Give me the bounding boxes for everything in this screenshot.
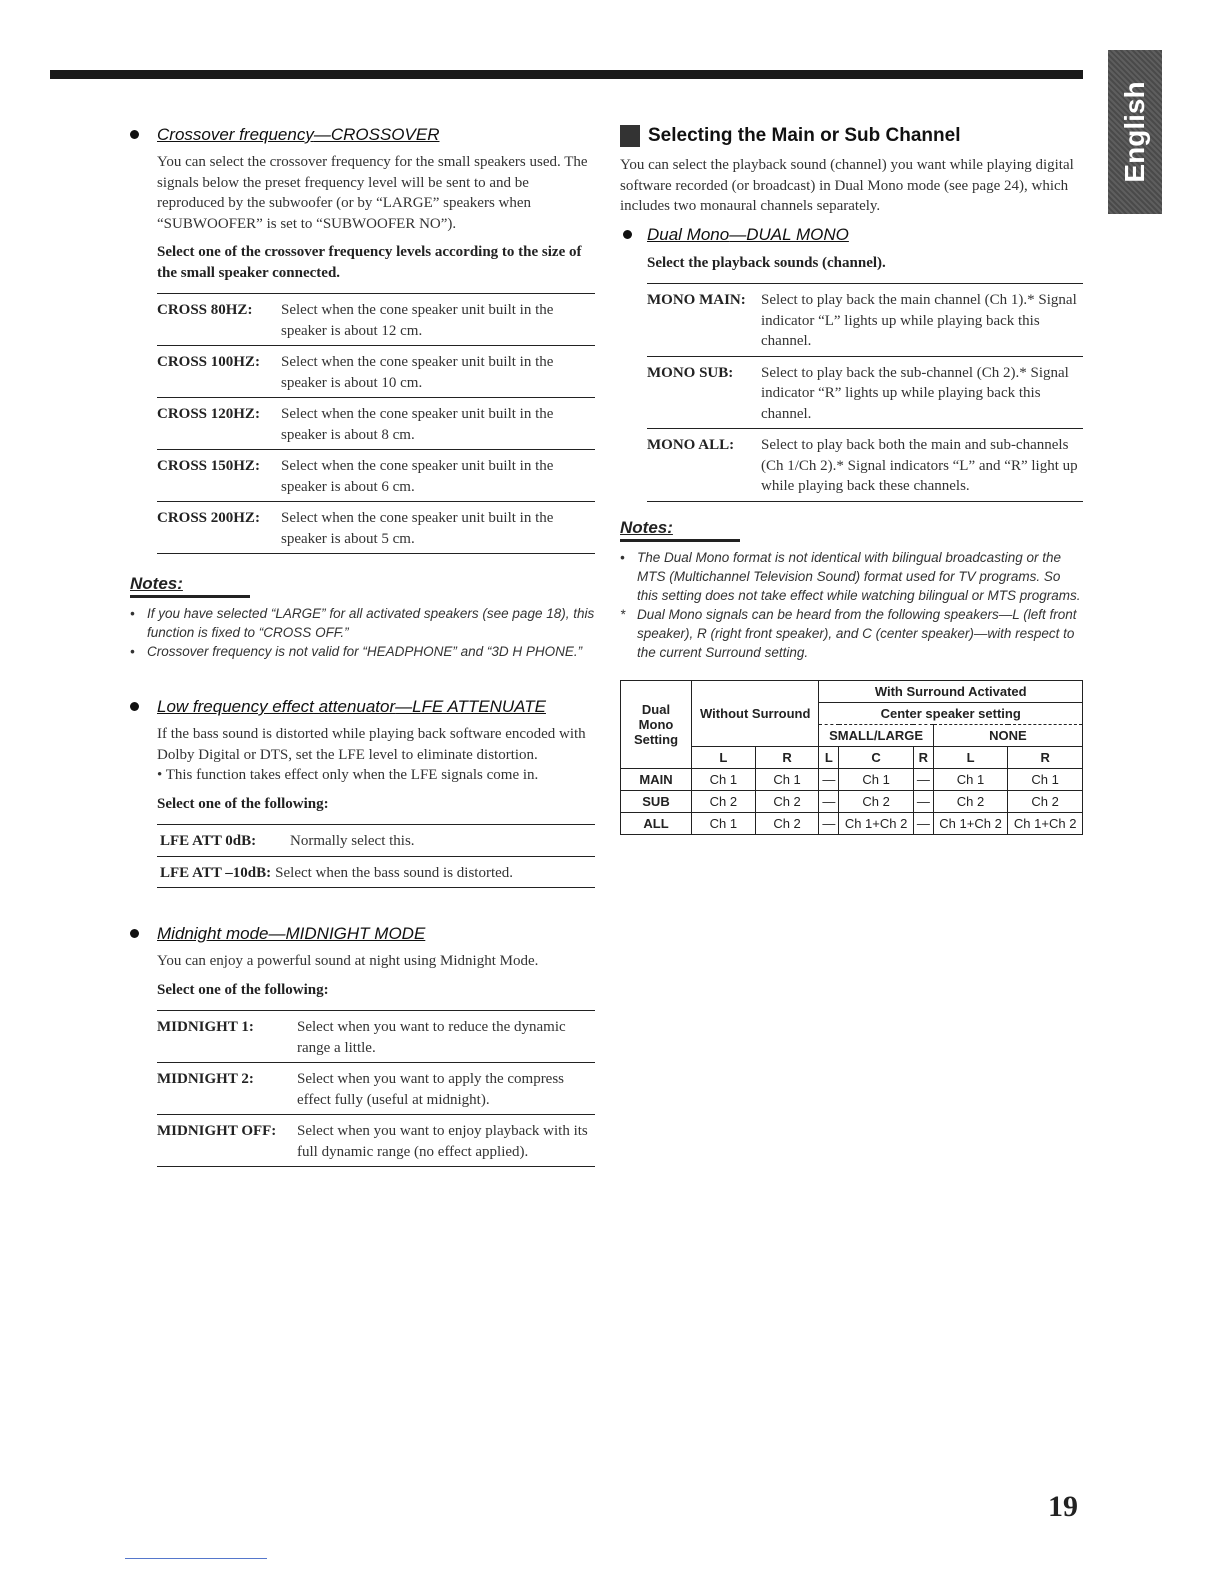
option-desc: Select when you want to reduce the dynamic range a little. (297, 1019, 566, 1056)
table-cell: — (913, 768, 933, 790)
option-row (157, 825, 595, 857)
table-cell: Ch 1 (755, 768, 819, 790)
lfe-heading-sub: —LFE ATTENUATE (395, 697, 546, 716)
midnight-heading-sub: —MIDNIGHT MODE (268, 924, 426, 943)
col-setting-header: Dual Mono Setting (621, 680, 692, 768)
option-term: MONO ALL: (647, 437, 735, 453)
option-term: LFE ATT 0dB: (160, 833, 257, 849)
option-row (157, 398, 595, 450)
right-column (620, 125, 1083, 835)
table-cell: Ch 2 (692, 790, 756, 812)
col-with-header: With Surround Activated (819, 680, 1083, 702)
option-row (157, 1115, 595, 1167)
option-term: CROSS 80HZ: (157, 302, 253, 318)
option-row (647, 284, 1083, 357)
table-row (621, 812, 1083, 834)
channel-instruction: Select the playback sounds (channel). (647, 254, 886, 271)
table-cell: — (819, 790, 839, 812)
crossover-heading (130, 125, 595, 145)
channel-title-text: Selecting the Main or Sub Channel (648, 125, 961, 146)
table-cell: Ch 2 (839, 790, 914, 812)
midnight-intro: You can enjoy a powerful sound at night using Midnight Mode. (157, 953, 539, 969)
option-row (157, 502, 595, 554)
option-desc: Normally select this. (290, 833, 415, 849)
option-term: CROSS 120HZ: (157, 406, 260, 422)
option-row (157, 346, 595, 398)
sub-header: L (819, 746, 839, 768)
lfe-instruction: Select one of the following: (157, 795, 329, 812)
option-desc: Select to play back the sub-channel (Ch 2).* Signal indicator “R” lights up while playing back this channel. (761, 364, 1069, 422)
table-cell: Ch 2 (755, 812, 819, 834)
channel-options (647, 283, 1083, 502)
table-cell: Ch 1 (692, 768, 756, 790)
note-item (620, 605, 1083, 662)
note-mark: • (620, 549, 625, 565)
crossover-heading-main: Crossover frequency (157, 125, 314, 144)
table-cell: — (913, 812, 933, 834)
note-text: The Dual Mono format is not identical with bilingual broadcasting or the MTS (Multichannel Television Sound) format used for TV programs. So this setting does not take effect while watching bilingual or MTS programs. (637, 549, 1081, 603)
option-term: MONO MAIN: (647, 292, 746, 308)
table-cell: Ch 2 (1008, 790, 1083, 812)
option-row (157, 450, 595, 502)
option-desc: Select to play back the main channel (Ch 1).* Signal indicator “L” lights up while playing back this channel. (761, 292, 1077, 349)
midnight-options (157, 1010, 595, 1167)
option-desc: Select when the cone speaker unit built in the speaker is about 8 cm. (281, 406, 554, 443)
table-row (621, 768, 1083, 790)
table-cell: Ch 1+Ch 2 (839, 812, 914, 834)
page-number: 19 (1048, 1490, 1078, 1523)
footer-rule (125, 1558, 267, 1559)
dual-mono-heading-main: Dual Mono (647, 224, 730, 244)
center-setting-header: Center speaker setting (819, 702, 1083, 724)
table-cell: Ch 2 (933, 790, 1008, 812)
midnight-heading-main: Midnight mode (157, 924, 269, 943)
option-desc: Select when you want to apply the compress effect fully (useful at midnight). (297, 1071, 565, 1108)
table-cell: Ch 1 (1008, 768, 1083, 790)
dual-mono-table (620, 680, 1083, 835)
sub-header: L (692, 746, 756, 768)
table-cell: Ch 1+Ch 2 (933, 812, 1008, 834)
option-row (157, 857, 595, 889)
bullet-icon (130, 130, 139, 139)
table-cell: Ch 1 (692, 812, 756, 834)
language-tab-label: English (1119, 81, 1150, 183)
dual-mono-heading-sub: —DUAL MONO (729, 224, 849, 244)
sub-header: R (913, 746, 933, 768)
bullet-icon (623, 230, 632, 239)
crossover-heading-sub: —CROSSOVER (313, 125, 440, 144)
lfe-options (157, 824, 595, 888)
table-cell: — (819, 812, 839, 834)
bullet-icon (130, 702, 139, 711)
note-text: Dual Mono signals can be heard from the following speakers—L (left front speaker), R (right front speaker), and C (center speaker)—with respect to the current Surround setting. (637, 606, 1077, 660)
option-term: CROSS 100HZ: (157, 354, 260, 370)
option-term: CROSS 150HZ: (157, 458, 260, 474)
language-tab (1108, 50, 1162, 214)
lfe-heading (130, 697, 595, 717)
option-term: MIDNIGHT OFF: (157, 1123, 277, 1139)
table-cell: Ch 1+Ch 2 (1008, 812, 1083, 834)
note-mark: * (620, 606, 626, 622)
crossover-notes-title: Notes: (130, 574, 250, 598)
small-large-header: SMALL/LARGE (819, 724, 933, 746)
midnight-heading (130, 924, 595, 944)
note-text: If you have selected “LARGE” for all activated speakers (see page 18), this function is fixed to “CROSS OFF.” (147, 606, 595, 640)
channel-intro: You can select the playback sound (channel) you want while playing digital software recorded (or broadcast) in Dual Mono mode (see page 24), which includes two monaural channels separately. (620, 157, 1074, 214)
option-desc: Select when the bass sound is distorted. (275, 864, 514, 881)
left-column (130, 125, 595, 1167)
option-desc: Select when the cone speaker unit built in the speaker is about 5 cm. (281, 510, 554, 547)
dual-mono-heading (620, 225, 1083, 245)
option-term: MIDNIGHT 1: (157, 1019, 254, 1035)
table-cell: Ch 1 (839, 768, 914, 790)
option-term: CROSS 200HZ: (157, 510, 260, 526)
option-term: MIDNIGHT 2: (157, 1071, 254, 1087)
channel-title (620, 125, 1083, 147)
row-label: ALL (621, 812, 692, 834)
option-row (157, 294, 595, 346)
table-cell: Ch 1 (933, 768, 1008, 790)
option-row (647, 429, 1083, 502)
sub-header: C (839, 746, 914, 768)
crossover-options (157, 293, 595, 554)
row-label: SUB (621, 790, 692, 812)
note-item: • If you have selected “LARGE” for all activated speakers (see page 18), this function is fixed to “CROSS OFF.” (130, 606, 595, 640)
crossover-intro: You can select the crossover frequency for the small speakers used. The signals below the preset frequency level will be sent to and be reproduced by the subwoofer (or by “LARGE” speakers when “SUBWOOFER” is set to “SUBWOOFER NO”). (157, 154, 588, 232)
note-item (620, 548, 1083, 605)
option-term: LFE ATT –10dB: (160, 864, 272, 881)
col-without-header: Without Surround (692, 680, 819, 746)
option-row (157, 1011, 595, 1063)
table-cell: — (913, 790, 933, 812)
sub-header: R (1008, 746, 1083, 768)
section-marker-icon (620, 125, 640, 147)
crossover-instruction: Select one of the crossover frequency levels according to the size of the small speaker connected. (157, 244, 582, 281)
sub-header: R (755, 746, 819, 768)
note-item: • Crossover frequency is not valid for “HEADPHONE” and “3D H PHONE.” (130, 644, 583, 659)
note-text: Crossover frequency is not valid for “HEADPHONE” and “3D H PHONE.” (147, 644, 583, 659)
none-header: NONE (933, 724, 1082, 746)
lfe-heading-main: Low frequency effect attenuator (157, 697, 396, 716)
option-desc: Select when the cone speaker unit built in the speaker is about 6 cm. (281, 458, 554, 495)
sub-header: L (933, 746, 1008, 768)
table-row (621, 790, 1083, 812)
lfe-bullet: • This function takes effect only when the LFE signals come in. (157, 767, 539, 783)
lfe-intro: If the bass sound is distorted while playing back software encoded with Dolby Digital or DTS, set the LFE level to eliminate distortion. (157, 726, 586, 763)
option-desc: Select when you want to enjoy playback with its full dynamic range (no effect applied). (297, 1123, 588, 1160)
table-cell: — (819, 768, 839, 790)
bullet-icon (130, 929, 139, 938)
midnight-instruction: Select one of the following: (157, 981, 329, 998)
top-rule (50, 70, 1083, 79)
option-row (157, 1063, 595, 1115)
option-row (647, 357, 1083, 430)
table-cell: Ch 2 (755, 790, 819, 812)
option-desc: Select when the cone speaker unit built in the speaker is about 10 cm. (281, 354, 554, 391)
row-label: MAIN (621, 768, 692, 790)
option-desc: Select to play back both the main and sub-channels (Ch 1/Ch 2).* Signal indicators “L” and “R” light up while playing back these channels. (761, 437, 1078, 494)
channel-notes-title: Notes: (620, 518, 740, 542)
option-term: MONO SUB: (647, 364, 734, 381)
option-desc: Select when the cone speaker unit built in the speaker is about 12 cm. (281, 302, 554, 339)
